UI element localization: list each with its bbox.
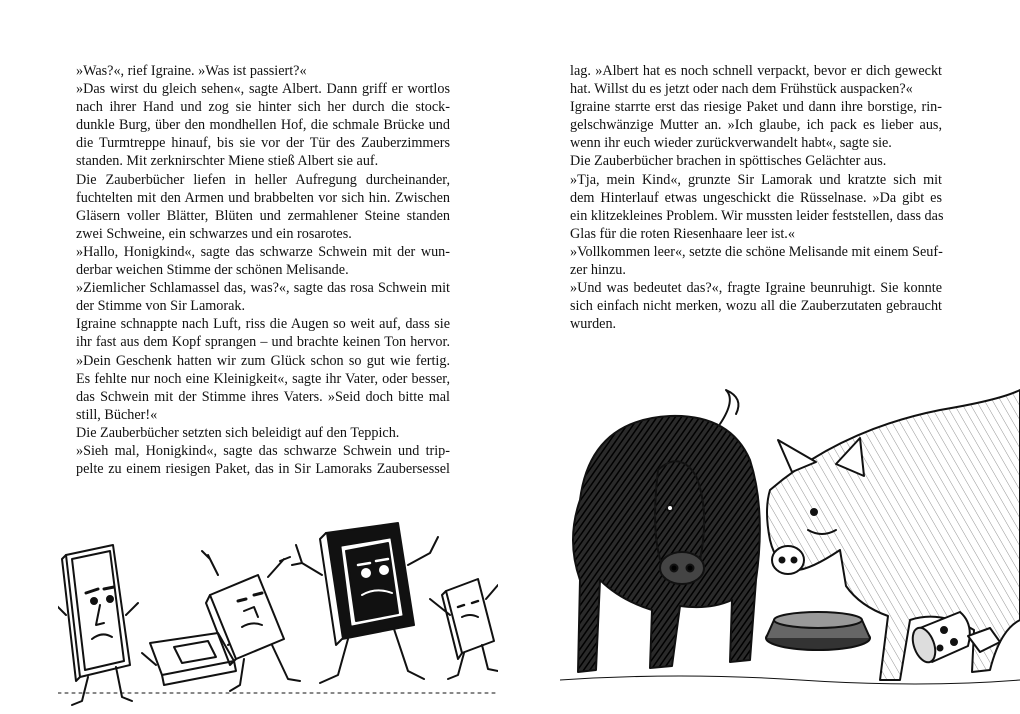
text-line: »Was?«, rief Igraine. »Was ist passiert?« [76, 63, 307, 79]
text-line: nach ihrer Hand und zog sie hinter sich her durch die stock- [76, 99, 450, 116]
text-line: wenn ihr euch wieder zurückverwandelt habt«, sagte sie. [570, 135, 892, 152]
pigs-illustration [560, 380, 1020, 710]
text-line: hat. Willst du es jetzt oder nach dem Frühstück auspacken?« [570, 81, 913, 98]
text-line: Es fehlte nur noch eine Kleinigkeit«, sagte ihr Vater, oder besser, [76, 370, 450, 387]
right-page [510, 0, 1020, 714]
text-line: »Hallo, Honigkind«, sagte das schwarze Schwein mit der wun- [76, 243, 450, 260]
leaning-book-figure [202, 551, 300, 691]
text-line: »Tja, mein Kind«, grunzte Sir Lamorak und kratzte sich mit [570, 171, 942, 188]
text-line: Glas für die roten Riesenhaare leer ist.« [570, 225, 795, 242]
text-line: wurden. [570, 316, 617, 333]
text-line: zer hinzu. [570, 262, 626, 279]
text-line: die Turmtreppe hinauf, bis sie vor der Tür des Zauberzimmers [76, 135, 450, 152]
text-line: Die Zauberbücher setzten sich beleidigt auf den Teppich. [76, 424, 400, 441]
text-line: »Dein Geschenk hatten wir zum Glück schon so gut wie fertig. [76, 352, 450, 369]
text-line: das Schwein mit der Stimme ihres Vaters. »Seid doch bitte mal [76, 388, 450, 405]
text-line: Igraine starrte erst das riesige Paket und dann ihre borstige, rin- [570, 99, 942, 116]
text-line: gelschwänzige Mutter an. »Ich glaube, ich pack es lieber aus, [570, 117, 942, 134]
angry-book-figure [58, 545, 138, 705]
text-line: dunkle Burg, über den mondhellen Hof, die schmale Brücke und [76, 117, 450, 134]
text-line: standen. Mit zerknirschter Miene stieß Albert sie auf. [76, 153, 379, 170]
text-line: zwei Schweine, ein schwarzes und ein rosarotes. [76, 225, 352, 242]
text-line: Igraine schnappte nach Luft, riss die Augen so weit auf, dass sie [76, 316, 450, 333]
text-line: derbar weichen Stimme der schönen Melisande. [76, 262, 349, 279]
text-line: »Ziemlicher Schlamassel das, was?«, sagte das rosa Schwein mit [76, 280, 450, 297]
text-line: Gläsern voller Blätter, Blüten und zermahlener Steine standen [76, 207, 450, 224]
text-line: ihr fast aus dem Kopf sprangen – und brachte keinen Ton hervor. [76, 334, 450, 351]
text-line: »Und was bedeutet das?«, fragte Igraine beunruhigt. Sie konnte [570, 280, 942, 297]
text-line: dem Hinterlauf etwas ungeschickt die Rüsselnase. »Da gibt es [570, 189, 942, 206]
text-line: lag. »Albert hat es noch schnell verpackt, bevor er dich geweckt [570, 63, 942, 79]
dancing-books-illustration [58, 515, 498, 710]
black-pig-figure [573, 390, 760, 672]
text-line: der Stimme von Sir Lamorak. [76, 298, 246, 315]
text-line: »Das wirst du gleich sehen«, sagte Albert. Dann griff er wortlos [76, 81, 450, 98]
text-line: Die Zauberbücher brachen in spöttisches Gelächter aus. [570, 153, 887, 170]
left-page-text [76, 62, 450, 478]
right-page-text [570, 62, 942, 333]
text-line: Die Zauberbücher liefen in heller Aufregung durcheinander, [76, 171, 450, 188]
text-line: still, Bücher!« [76, 406, 158, 423]
text-line: sich einfach nicht merken, wozu all die Zauberzutaten gebraucht [570, 298, 942, 315]
bowl-figure [766, 612, 870, 650]
text-line: ein klitzekleines Problem. Wir mussten leider feststellen, dass das [570, 207, 944, 224]
text-line: pelte zu einem riesigen Paket, das in Sir Lamoraks Zaubersessel [76, 461, 450, 478]
small-book-figure [430, 579, 498, 679]
dark-book-figure [292, 523, 438, 683]
text-line: fuchtelten mit den Armen und brabbelten vor sich hin. Zwischen [76, 189, 450, 206]
text-line: »Sieh mal, Honigkind«, sagte das schwarze Schwein und trip- [76, 442, 450, 459]
text-line: »Vollkommen leer«, setzte die schöne Melisande mit einem Seuf- [570, 243, 943, 260]
